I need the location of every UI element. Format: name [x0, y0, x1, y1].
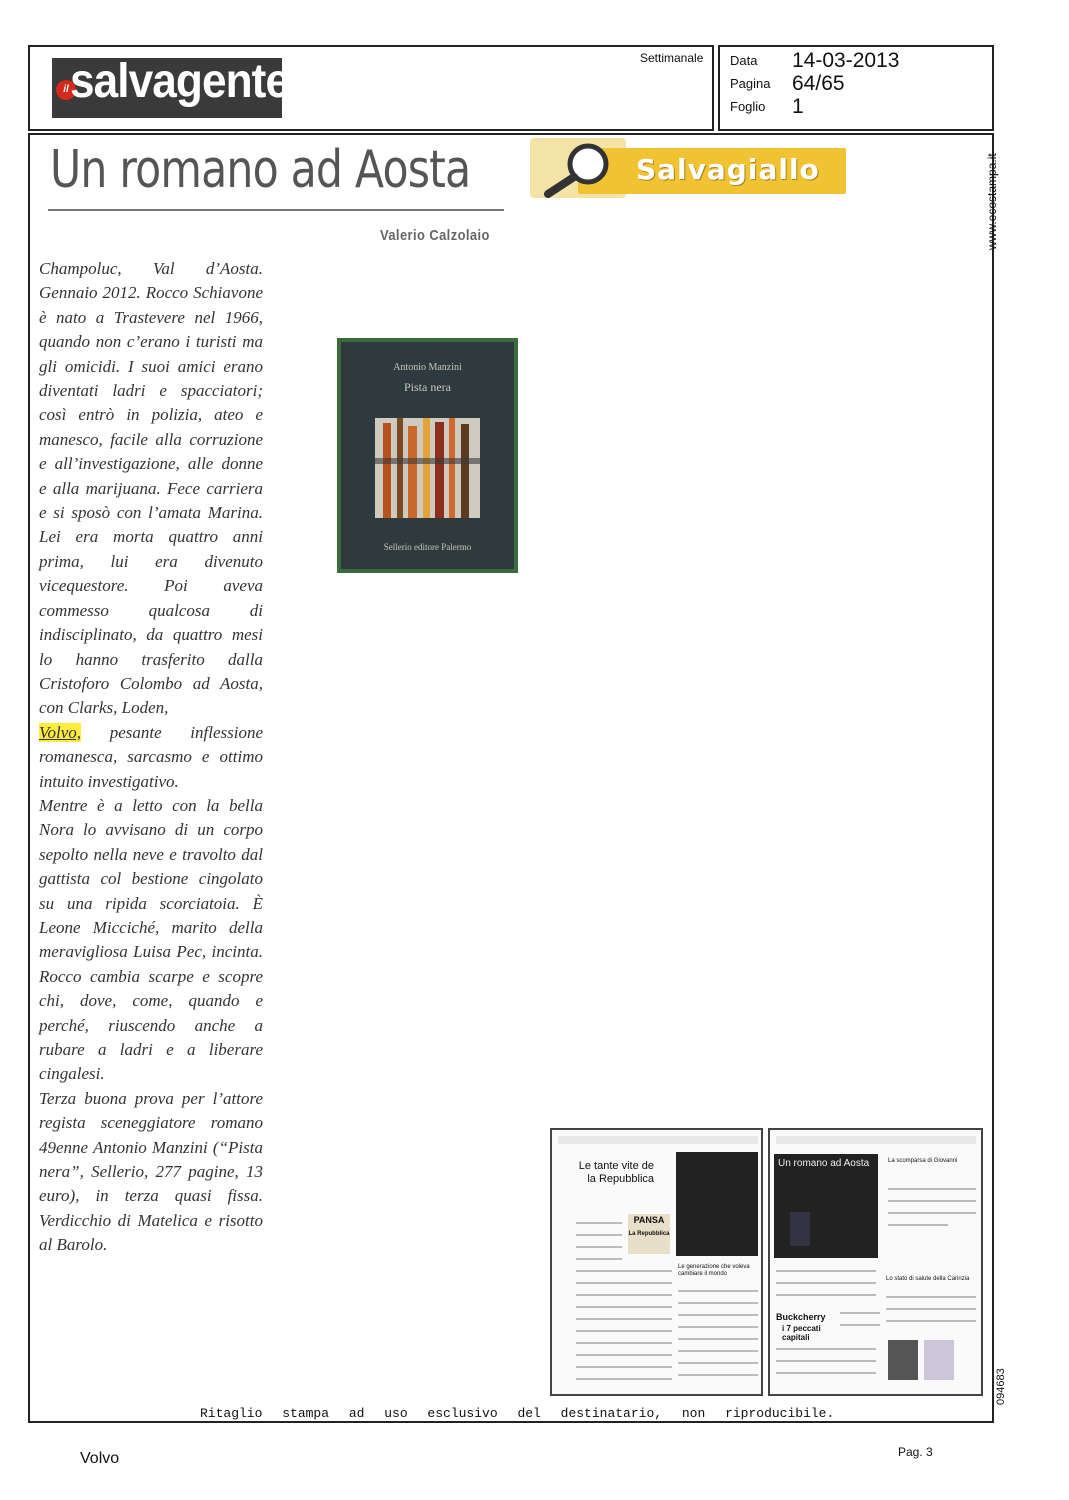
- meta-sheet-label: Foglio: [730, 99, 766, 114]
- page-thumbnail-64: [550, 1128, 763, 1396]
- book-cover: [337, 338, 518, 573]
- article-author: Valerio Calzolaio: [380, 227, 490, 244]
- article-body: [39, 257, 263, 1258]
- paragraph-3: Terza buona prova per l’attore regista sceneggiatore romano 49enne Antonio Manzini (“Pista nera”, Sellerio, 277 pagine, 13 euro), in terza quasi fissa. Verdicchio di Matelica e risotto al Barolo.: [39, 1088, 263, 1255]
- frequency-label: Settimanale: [640, 51, 704, 65]
- thumb-right-lower2: Lo stato di salute della Carinzia: [886, 1276, 970, 1282]
- book-cover-illustration: [375, 418, 480, 518]
- thumb-right-side: La scomparsa di Giovanni: [888, 1158, 958, 1164]
- magnifier-icon: [536, 140, 628, 198]
- paragraph-2: Mentre è a letto con la bella Nora lo avvisano di un corpo sepolto nella neve e travolto dal gattista col bestione cingolato su una ripida scorciatoia. È Leone Micciché, marito della meravigliosa Luisa Pec, incinta. Rocco cambia scarpe e scopre chi, dove, come, quando e perché, riuscendo anche a rubare a ladri e a liberare cingalesi.: [39, 795, 263, 1084]
- logo-text: salvagente: [70, 55, 290, 108]
- paragraph-1: [39, 257, 263, 794]
- title-divider: [48, 209, 504, 211]
- meta-date-label: Data: [730, 53, 758, 68]
- thumb-right-heading: Un romano ad Aosta: [778, 1158, 870, 1169]
- thumb-left-book-title: PANSA: [633, 1215, 665, 1225]
- thumb-left-lower: Le generazione che voleva cambiare il mondo: [678, 1264, 750, 1277]
- thumb-right-lower-sub: i 7 peccati capitali: [782, 1324, 821, 1342]
- book-author: Antonio Manzini: [393, 362, 462, 373]
- thumb-right-lower-title: Buckcherry: [776, 1312, 826, 1322]
- thumb-left-heading: Le tante vite de la Repubblica: [578, 1160, 654, 1185]
- meta-page-value: 64/65: [792, 72, 845, 95]
- logo-prefix: il: [56, 80, 76, 100]
- section-badge-label: Salvagiallo: [636, 153, 820, 186]
- book-title: Pista nera: [404, 380, 451, 394]
- paragraph-1-end: pesante inflessione romanesca, sarcasmo e ottimo intuito investigativo.: [39, 722, 263, 791]
- meta-date-value: 14-03-2013: [792, 49, 900, 72]
- meta-page-label: Pagina: [730, 76, 771, 91]
- section-badge: [530, 138, 846, 198]
- source-url: www.ecostampa.it: [985, 153, 999, 250]
- thumb-right-book: [790, 1212, 810, 1246]
- keyword-tag: Volvo: [80, 1450, 120, 1467]
- highlighted-keyword: Volvo,: [39, 722, 82, 742]
- book-publisher: Sellerio editore Palermo: [383, 542, 472, 552]
- copyright-note: Ritaglio stampa ad uso esclusivo del destinatario, non riproducibile.: [200, 1406, 835, 1421]
- publication-logo: [52, 55, 290, 118]
- paragraph-1-start: Champoluc, Val d’Aosta. Gennaio 2012. Rocco Schiavone è nato a Trastevere nel 1966, quando non c’erano i turisti ma gli omicidi. I suoi amici erano diventati ladri e spacciatori; così entrò in polizia, ateo e manesco, facile alla corruzione e all’investigazione, alle donne e alla marijuana. Fece carriera e si sposò con l’amata Marina. Lei era morta quattro anni prima, lui era divenuto vicequestore. Poi aveva commesso qualcosa di indisciplinato, da quattro mesi lo hanno trasferito dalla Cristoforo Colombo ad Aosta, con Clarks, Loden,: [39, 259, 263, 718]
- thumb-left-book-sub: La Repubblica: [628, 1231, 670, 1237]
- article-title: Un romano ad Aosta: [50, 140, 471, 200]
- page-number: Pag. 3: [898, 1445, 933, 1459]
- page-thumbnail-65: [768, 1128, 983, 1396]
- clipping-code: 094683: [995, 1368, 1007, 1405]
- meta-sheet-value: 1: [792, 95, 804, 118]
- thumb-left-book: [628, 1214, 670, 1254]
